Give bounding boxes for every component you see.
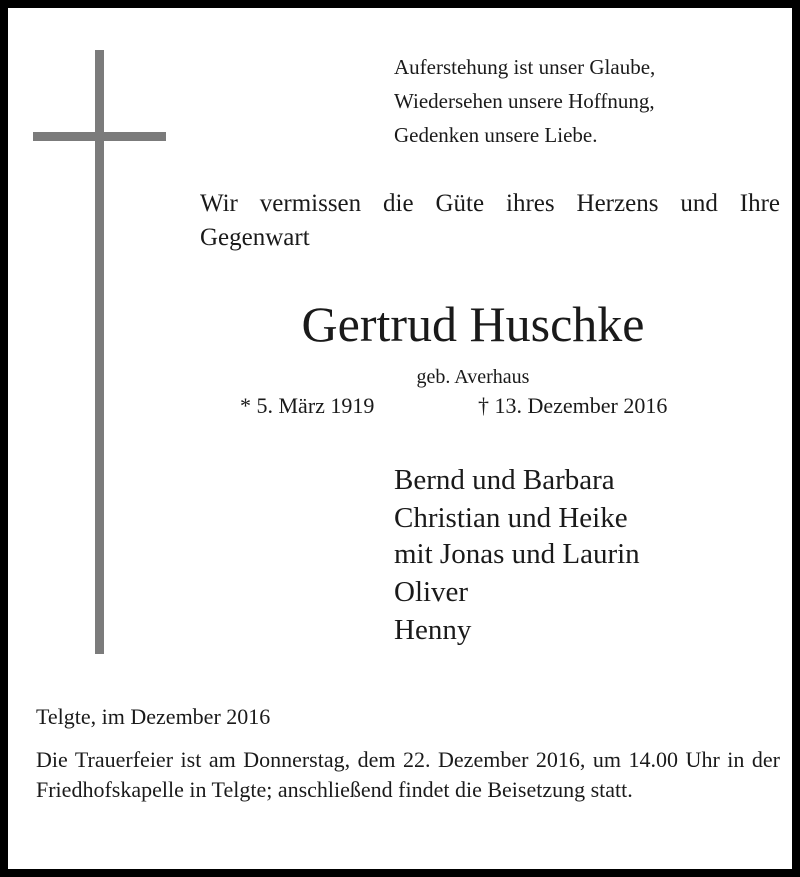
- funeral-notice: Die Trauerfeier ist am Donnerstag, dem 22. Dezember 2016, um 14.00 Uhr in der Friedhofskapelle in Telgte; anschließend findet die Beisetzung statt.: [36, 747, 780, 802]
- birth-date: * 5. März 1919: [240, 393, 375, 418]
- motto-line: Gedenken unsere Liebe.: [394, 123, 598, 147]
- death-date: † 13. Dezember 2016: [478, 393, 668, 418]
- motto-line: Auferstehung ist unser Glaube,: [394, 55, 656, 79]
- mourner: Bernd und Barbara: [394, 464, 615, 496]
- deceased-name: Gertrud Huschke: [301, 296, 645, 352]
- cross-icon-crossbar: [33, 132, 166, 141]
- place-date: Telgte, im Dezember 2016: [36, 704, 271, 729]
- mourner: Henny: [394, 614, 472, 646]
- motto-line: Wiedersehen unsere Hoffnung,: [394, 89, 655, 113]
- maiden-name: geb. Averhaus: [416, 366, 530, 388]
- intro-text: Wir vermissen die Güte ihres Herzens und Ihre Gegenwart: [200, 190, 780, 251]
- mourner: Christian und Heike: [394, 502, 628, 534]
- motto: [394, 50, 655, 152]
- mourner: mit Jonas und Laurin: [394, 538, 640, 570]
- mourners-list: [394, 461, 640, 649]
- mourner: Oliver: [394, 576, 469, 608]
